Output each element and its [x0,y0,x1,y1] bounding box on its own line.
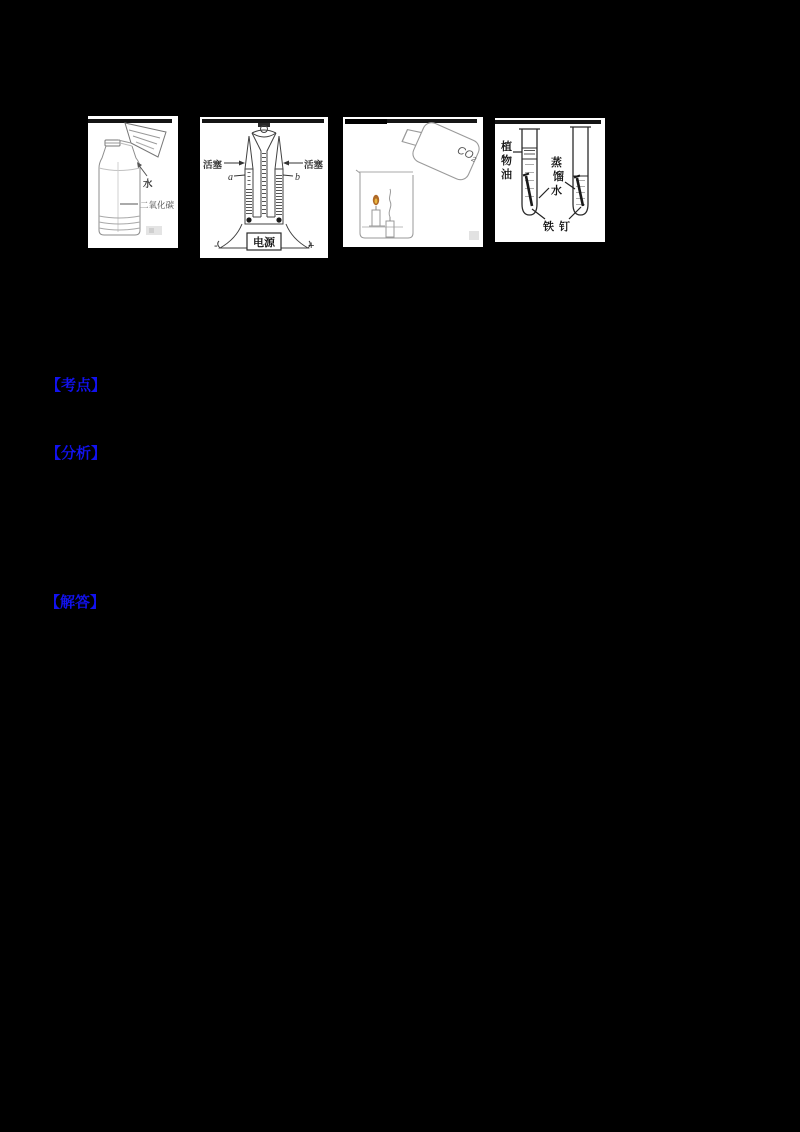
section-label-jieda: 【解答】 [45,594,106,611]
electrode-left [246,217,251,222]
iron-nail-diagram [495,118,605,242]
water-label: 水 [143,179,153,190]
oil-label-char-1: 植 [501,141,512,153]
figure-water-electrolysis [200,117,328,258]
water-label-group [137,162,153,190]
oil-label-char-3: 油 [501,169,512,181]
figure-iron-nail-tubes [495,118,605,242]
plastic-bottle [99,140,140,235]
stopcock-right-group [283,159,324,171]
distilled-water-label-group [539,155,575,198]
minus-sign: - [214,240,218,252]
tube-b-label: b [295,172,300,183]
test-tube-left [519,129,540,215]
center-tube [258,145,270,217]
funnel-top [252,123,276,145]
carbon-dioxide-label: 二氧化碳 [140,200,175,210]
bottom-channel [245,217,283,224]
candle-lit [372,195,380,226]
candle-extinguished [386,189,394,237]
oil-label-group [501,139,522,181]
tube-a-label: a [228,172,233,183]
scan-smudge [146,226,162,235]
oil-label-char-2: 物 [501,155,512,167]
gas-tube-b [275,136,283,217]
test-tube-right [570,127,591,215]
electrode-right [276,217,281,222]
power-label: 电源 [253,237,275,249]
co2-gas-label: CO₂ [455,144,479,164]
scan-border-bar [495,120,601,124]
distilled-water-char-1: 蒸 [551,157,562,169]
pouring-cup [118,123,166,157]
co2-label-group [120,200,175,210]
beaker [356,170,413,238]
figure-co2-bottle-water [88,116,178,248]
plus-sign: + [308,240,315,252]
electrolysis-diagram [200,117,328,258]
gas-tube-a [245,136,253,217]
co2-candles-diagram [343,117,483,247]
section-label-kaodian: 【考点】 [46,377,107,394]
smoke-wisp [389,189,391,217]
co2-bottle-diagram [88,116,178,248]
stopcock-right-label: 活塞 [304,160,324,171]
section-label-fenxi: 【分析】 [46,445,107,462]
scan-smudge [469,231,479,240]
scan-border-bar [88,119,172,123]
distilled-water-char-2: 馏 [553,171,564,183]
distilled-water-char-3: 水 [551,185,562,197]
nail-label: 铁钉 [543,221,575,233]
figure-co2-candles [343,117,483,247]
scan-border-bar [202,119,324,123]
co2-gas-bottle [397,117,483,183]
stopcock-left-group [203,159,245,171]
stopcock-left-label: 活塞 [203,160,223,171]
